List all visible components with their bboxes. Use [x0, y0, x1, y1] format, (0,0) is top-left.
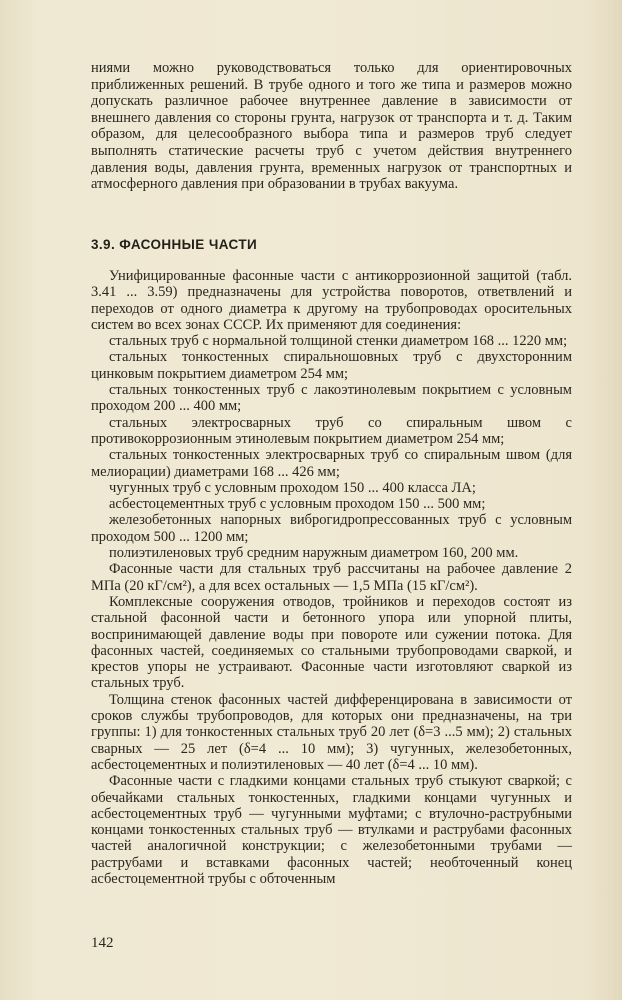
section-heading: 3.9. ФАСОННЫЕ ЧАСТИ — [91, 237, 258, 252]
list-item: полиэтиленовых труб средним наружным диаметром 160, 200 мм. — [109, 545, 519, 562]
list-item: стальных труб с нормальной толщиной стенки диаметром 168 ... 1220 мм; — [109, 333, 568, 350]
list-item: чугунных труб с условным проходом 150 ... 400 класса ЛА; — [109, 479, 476, 496]
list-item: стальных тонкостенных электросварных труб со спиральным швом (для мелиорации) диаметрами 168 ... 426 мм; — [91, 447, 572, 480]
paragraph-pressure: Фасонные части для стальных труб рассчитаны на рабочее давление 2 МПа (20 кГ/см²), а для всех остальных — 1,5 МПа (15 кГ/см²). — [91, 561, 572, 594]
list-item: асбестоцементных труб с условным проходом 150 ... 500 мм; — [109, 496, 486, 513]
section-body — [91, 268, 572, 887]
list-item: железобетонных напорных виброгидропрессованных труб с условным проходом 500 ... 1200 мм; — [91, 512, 572, 545]
paragraph-joints: Фасонные части с гладкими концами стальных труб стыкуют сваркой; с обечайками стальных тонкостенных, гладкими концами чугунных и асбестоцементных труб — чугунными муфтами; с втулочно-раструбными концами тонкостенных стальных труб — втулками и раструбами фасонных частей аналогичной конструкции; с железобетонными трубами — раструбами и вставками фасонных частей; необточенный конец асбестоцементной трубы с обточенным — [91, 773, 572, 887]
paragraph-wall-thickness: Толщина стенок фасонных частей дифференцирована в зависимости от сроков службы трубопроводов, для которых они предназначены, на три группы: 1) для тонкостенных стальных труб 20 лет (δ=3 ...5 мм); 2) стальных сварных — 25 лет (δ=4 ... 10 мм); 3) чугунных, железобетонных, асбестоцементных и полиэтиленовых — 40 лет (δ=4 ... 10 мм). — [91, 691, 572, 773]
list-item: стальных тонкостенных труб с лакоэтинолевым покрытием с условным проходом 200 ... 400 мм; — [91, 382, 572, 415]
paragraph-complexes: Комплексные сооружения отводов, тройников и переходов состоят из стальной фасонной части и бетонного упора или упорной плиты, воспринимающей давление воды при повороте или сужении потока. Для фасонных частей, соединяемых со стальными трубопроводами сваркой, и крестов упоры не устраивают. Фасонные части изготовляют сваркой из стальных труб. — [91, 593, 572, 692]
list-item: стальных электросварных труб со спиральным швом с противокоррозионным этинолевым покрытием диаметром 254 мм; — [91, 414, 572, 447]
page-number: 142 — [91, 935, 114, 951]
intro-paragraph: ниями можно руководствоваться только для ориентировочных приближенных решений. В трубе одного и того же типа и размеров можно допускать различное рабочее внутреннее давление в зависимости от внешнего давления со стороны грунта, нагрузок от транспорта и т. д. Таким образом, для целесообразного выбора типа и размеров труб следует выполнять статические расчеты труб с учетом действия внутреннего давления воды, давления грунта, временных нагрузок от транспортных и атмосферного давления при образовании в трубах вакуума. — [91, 60, 572, 193]
paragraph-intro: Унифицированные фасонные части с антикоррозионной защитой (табл. 3.41 ... 3.59) предназначены для устройства поворотов, ответвлений и переходов от одного диаметра к другому на трубопроводах оросительных систем во всех зонах СССР. Их применяют для соединения: — [91, 268, 572, 333]
list-item: стальных тонкостенных спиральношовных труб с двухсторонним цинковым покрытием диаметром 254 мм; — [91, 349, 572, 382]
